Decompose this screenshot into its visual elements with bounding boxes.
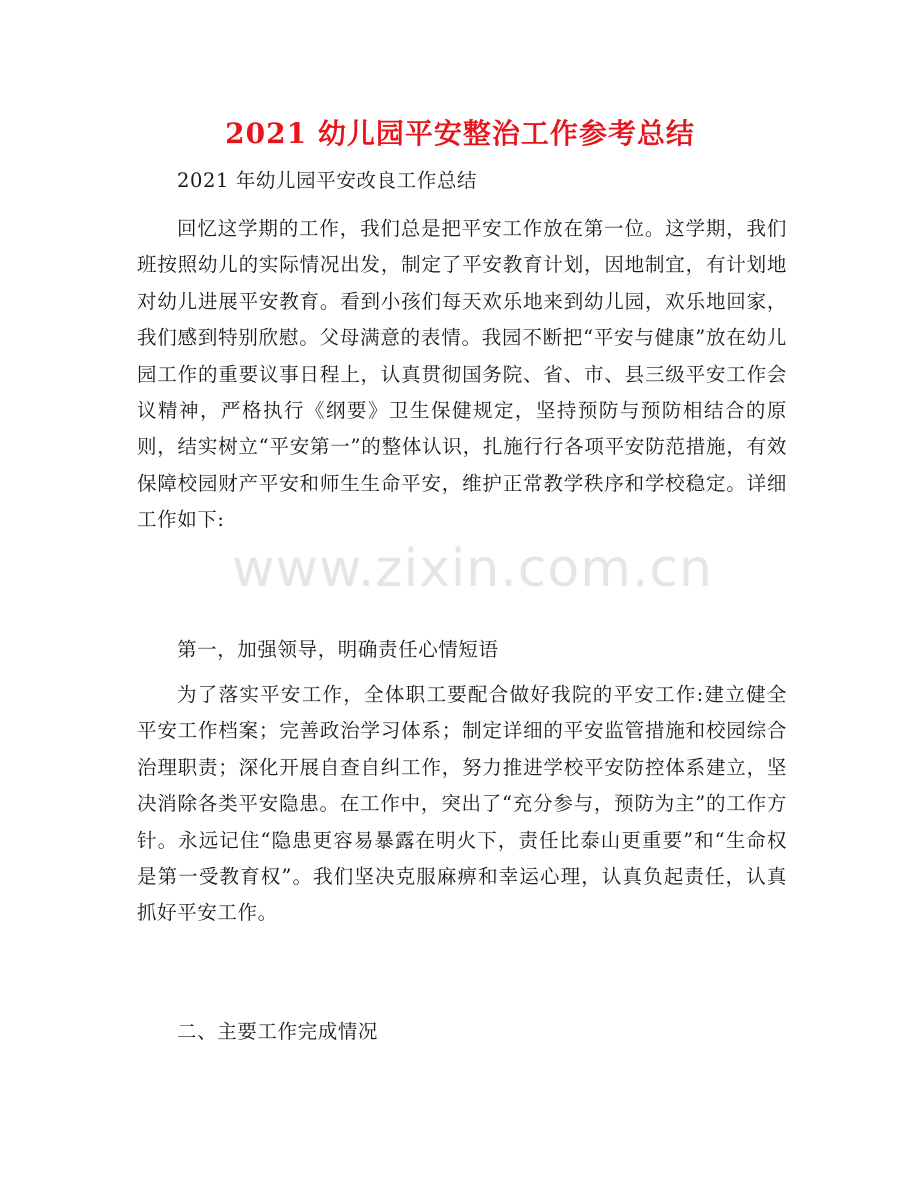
document-title: 2021 幼儿园平安整治工作参考总结 (225, 117, 695, 150)
section1-heading: 第一，加强领导，明确责任心情短语 (177, 638, 499, 661)
document-subtitle: 2021 年幼儿园平安改良工作总结 (177, 169, 478, 192)
section1-paragraph: 为了落实平安工作，全体职工要配合做好我院的平安工作:建立健全平安工作档案；完善政治学习体系；制定详细的平安监管措施和校园综合治理职责；深化开展自查自纠工作，努力推进学校平安防控体系建立，坚决消除各类平安隐患。在工作中，突出了“充分参与，预防为主”的工作方针。永远记住“隐患更容易暴露在明火下，责任比泰山更重要”和“生命权是第一受教育权”。我们坚决克服麻痹和幸运心理，认真负起责任，认真抓好平安工作。 (137, 683, 787, 925)
watermark: www.zixin.com.cn (232, 539, 713, 599)
section2-heading: 二、主要工作完成情况 (177, 1020, 379, 1043)
intro-paragraph: 回忆这学期的工作，我们总是把平安工作放在第一位。这学期，我们班按照幼儿的实际情况出发，制定了平安教育计划，因地制宜，有计划地对幼儿进展平安教育。看到小孩们每天欢乐地来到幼儿园，欢乐地回家，我们感到特别欣慰。父母满意的表情。我园不断把“平安与健康”放在幼儿园工作的重要议事日程上，认真贯彻国务院、省、市、县三级平安工作会议精神，严格执行《纲要》卫生保健规定，坚持预防与预防相结合的原则，结实树立“平安第一”的整体认识，扎施行行各项平安防范措施，有效保障校园财产平安和师生生命平安，维护正常教学秩序和学校稳定。详细工作如下: (137, 217, 787, 532)
